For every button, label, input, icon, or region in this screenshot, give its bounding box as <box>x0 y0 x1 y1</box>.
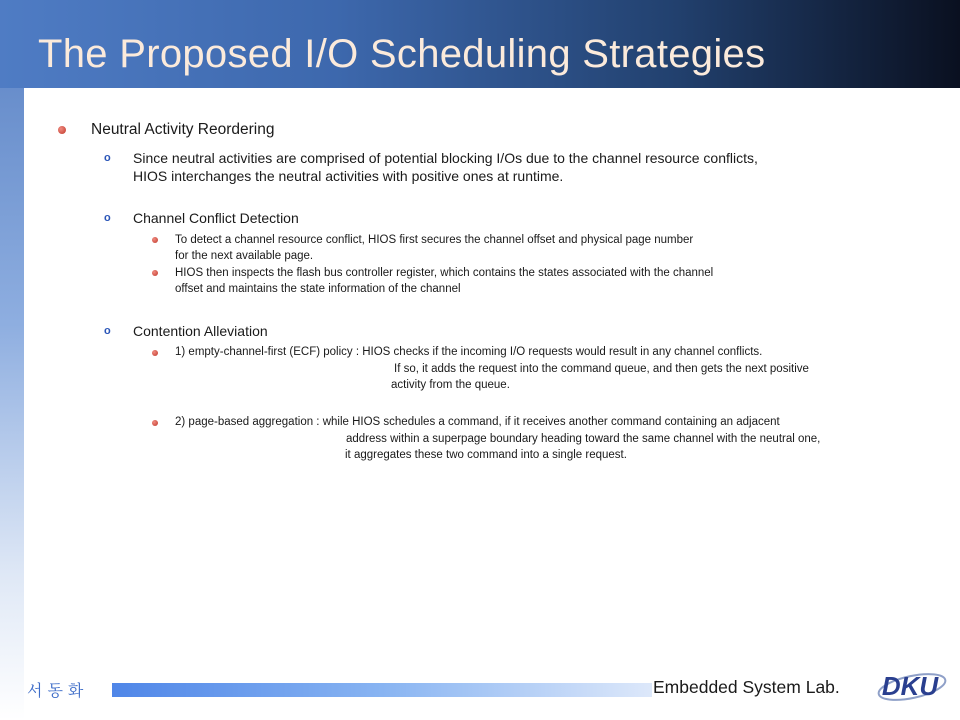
neutral-heading: Neutral Activity Reordering <box>91 121 275 138</box>
bullet-dot-icon <box>152 350 158 356</box>
bullet-dot-icon <box>58 126 66 134</box>
detection-heading: Channel Conflict Detection <box>133 210 299 226</box>
ecf-line-1: 1) empty-channel-first (ECF) policy : HIOS checks if the incoming I/O requests would result in any channel conflicts. <box>175 346 763 358</box>
logo-text: DKU <box>881 671 939 701</box>
aggregation-line-3: it aggregates these two command into a single request. <box>345 449 627 461</box>
alleviation-heading: Contention Alleviation <box>133 323 268 339</box>
ecf-line-3: activity from the queue. <box>391 379 510 391</box>
bullet-dot-icon <box>152 237 158 243</box>
slide-title: The Proposed I/O Scheduling Strategies <box>38 32 766 76</box>
sub-bullet-icon: o <box>104 152 111 164</box>
detection-bullet-1-line-2: for the next available page. <box>175 250 314 262</box>
aggregation-line-2: address within a superpage boundary heading toward the same channel with the neutral one, <box>346 433 821 445</box>
ecf-line-2: If so, it adds the request into the command queue, and then gets the next positive <box>394 363 809 375</box>
intro-line-2: HIOS interchanges the neutral activities with positive ones at runtime. <box>133 168 564 184</box>
footer-gradient-bar <box>112 683 652 697</box>
sub-bullet-icon: o <box>104 325 111 337</box>
bullet-dot-icon <box>152 270 158 276</box>
sub-bullet-icon: o <box>104 212 111 224</box>
detection-bullet-1-line-1: To detect a channel resource conflict, HIOS first secures the channel offset and physical page number <box>175 234 694 246</box>
detection-bullet-2-line-2: offset and maintains the state information of the channel <box>175 283 461 295</box>
aggregation-line-1: 2) page-based aggregation : while HIOS schedules a command, if it receives another command containing an adjacent <box>175 416 780 428</box>
dku-logo-icon <box>872 664 948 708</box>
detection-bullet-2-line-1: HIOS then inspects the flash bus controller register, which contains the states associated with the channel <box>175 267 714 279</box>
footer-lab-name: Embedded System Lab. <box>653 677 840 697</box>
intro-line-1: Since neutral activities are comprised of potential blocking I/Os due to the channel resource conflicts, <box>133 150 758 166</box>
bullet-dot-icon <box>152 420 158 426</box>
footer-author: 서동화 <box>27 683 89 700</box>
